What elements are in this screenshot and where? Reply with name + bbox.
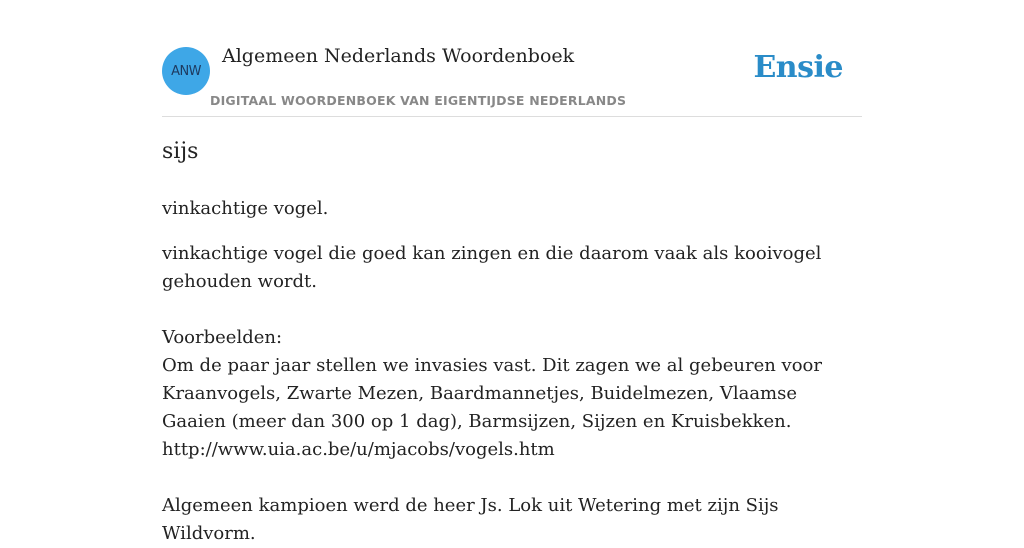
ensie-brand-logo[interactable]: Ensie xyxy=(753,50,843,85)
headword: sijs xyxy=(162,139,199,164)
example-text: Algemeen kampioen werd de heer Js. Lok uit Wetering met zijn Sijs Wildvorm. xyxy=(162,495,779,544)
anw-logo[interactable]: ANW xyxy=(162,47,210,95)
example-text: Om de paar jaar stellen we invasies vast. Dit zagen we al gebeuren voor Kraanvogels, Zwarte Mezen, Baardmannetjes, Buidelmezen, Vlaamse Gaaien (meer dan 300 op 1 dag), Barmsijzen, Sijzen en Kruisbekken. xyxy=(162,355,822,432)
site-title[interactable]: Algemeen Nederlands Woordenboek xyxy=(222,45,575,67)
site-header xyxy=(162,0,862,117)
site-subtitle: DIGITAAL WOORDENBOEK VAN EIGENTIJDSE NEDERLANDS xyxy=(210,93,627,108)
short-definition: vinkachtige vogel. xyxy=(162,198,329,219)
example-source: http://www.uia.ac.be/u/mjacobs/vogels.htm xyxy=(162,439,555,460)
long-definition: vinkachtige vogel die goed kan zingen en die daarom vaak als kooivogel gehouden wordt. xyxy=(162,243,822,292)
spacer xyxy=(162,464,842,492)
examples-label: Voorbeelden: xyxy=(162,327,283,348)
examples-section xyxy=(162,324,842,548)
